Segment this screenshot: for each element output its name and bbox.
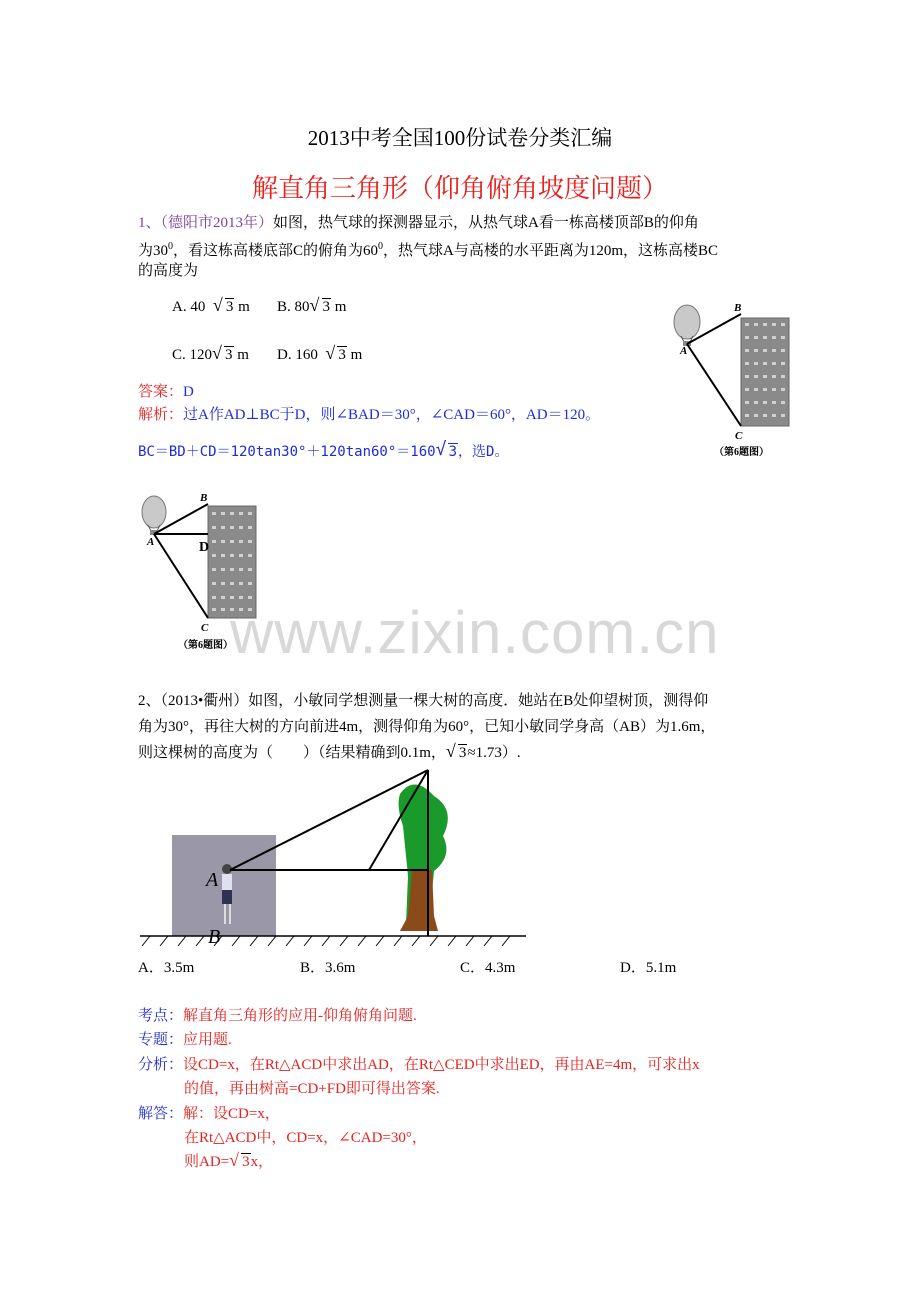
sqrt-symbol: √ 3 [231,1151,251,1173]
watermark: www.zixin.com.cn [230,599,720,666]
balloon-icon [142,496,166,528]
sqrt-symbol: √ 3 [214,344,234,366]
q1-answer [138,381,194,403]
q2-jieda-3 [184,1151,273,1173]
fenxi-text-1: 设CD=x，在Rt△ACD中求出AD，在Rt△CED中求出ED，再由AE=4m，可求出x [183,1057,700,1073]
q2-jieda-2: 在Rt△ACD中，CD=x，∠CAD=30°， [184,1130,427,1146]
figure-caption: （第6题图） [178,640,233,651]
q2-line-3 [138,742,521,764]
q1-option-b [277,296,346,318]
option-b-unit: m [334,299,347,315]
option-d-unit: m [350,347,363,363]
q2-option-a: A．3.5m [138,960,195,976]
option-b-text: B. 80 [277,299,310,315]
q1-option-d [277,344,362,366]
answer-label: 答案： [138,384,184,400]
sqrt-symbol: √ 3 [312,296,332,318]
label-b: B [734,302,742,314]
q1-number: 1、 [138,215,161,231]
sqrt-symbol: √ 3 [448,742,468,764]
q1-line-2 [138,236,718,262]
jieda-text-1: 解：设CD=x， [183,1106,280,1122]
analysis-text-2b: ，选D。 [458,444,509,460]
document-subtitle: 解直角三角形（仰角俯角坡度问题） [251,174,668,203]
q2-option-c: C．4.3m [460,960,516,976]
label-c: C [201,622,209,634]
q1-source: （德阳市2013年） [160,215,274,231]
label-a: A [147,536,155,548]
degree-mark: 0 [168,241,174,252]
q2-text-2: 角为30°，再往大树的方向前进4m，测得仰角为60°，已知小敏同学身高（AB）为1.6m， [138,719,716,735]
zhuanti-text: 应用题. [183,1032,232,1048]
q1-analysis-1 [138,404,600,426]
sqrt-symbol: √ 3 [438,441,458,463]
option-a-text: A. 40 [172,299,206,315]
q2-line-1 [138,690,708,712]
sqrt-symbol: √ 3 [327,344,347,366]
q1-text-2b: ，看这栋高楼底部C的俯角为60 [173,243,379,259]
option-d-text: D. 160 [277,347,318,363]
jieda-text-3b: x， [250,1154,274,1170]
kaodian-text: 解直角三角形的应用-仰角俯角问题. [183,1008,417,1024]
zhuanti-label: 专题： [138,1032,184,1048]
q1-text-2c: ，热气球A与高楼的水平距离为120m，这栋高楼BC [383,243,719,259]
label-d: D [199,540,210,555]
sqrt-symbol: √ 3 [215,296,235,318]
document-title: 2013中考全国100份试卷分类汇编 [307,126,613,150]
answer-value: D [183,384,194,400]
balloon-icon [674,305,700,339]
q1-text-3: 的高度为 [138,263,199,279]
q2-zhuanti [138,1029,232,1051]
q2-fenxi-2: 的值，再由树高=CD+FD即可得出答案. [184,1081,440,1097]
label-b: B [200,492,208,504]
label-b: B [208,926,221,948]
tree-measurement-figure [138,766,530,948]
analysis-text-2a: BC＝BD＋CD＝120tan30°＋120tan60°＝160 [138,444,436,460]
option-c-unit: m [237,347,249,363]
label-a: A [680,345,688,357]
q1-text-2a: 为30 [138,243,169,259]
q1-option-a [172,296,250,318]
q2-kaodian [138,1005,417,1027]
building-icon [741,318,789,426]
option-a-unit: m [238,299,250,315]
analysis-text-1: 过A作AD⊥BC于D，则∠BAD＝30°，∠CAD＝60°，AD＝120。 [183,407,601,423]
jieda-label: 解答： [138,1106,184,1122]
label-a: A [206,869,219,891]
option-c-text: C. 120 [172,347,213,363]
label-c: C [735,430,743,442]
q2-text-1: （2013•衢州）如图，小敏同学想测量一棵大树的高度．她站在B处仰望树顶，测得仰 [160,693,709,709]
q2-text-3b: ≈1.73）. [467,745,521,761]
degree-mark: 0 [378,241,384,252]
jieda-text-3a: 则AD= [184,1154,230,1170]
balloon-building-figure-1 [662,296,802,464]
q2-number: 2、 [138,693,161,709]
q1-option-c [172,344,249,366]
q2-option-d: D．5.1m [620,960,677,976]
kaodian-label: 考点： [138,1008,184,1024]
fenxi-label: 分析： [138,1057,184,1073]
q1-line-1 [138,212,699,234]
figure-caption: （第6题图） [714,447,769,458]
q1-analysis-2 [138,441,508,463]
q1-text-1: 如图，热气球的探测器显示，从热气球A看一栋高楼顶部B的仰角 [273,215,699,231]
q2-fenxi [138,1054,700,1076]
analysis-label: 解析： [138,407,184,423]
q2-text-3a: 则这棵树的高度为（ ）（结果精确到0.1m， [138,745,446,761]
q2-option-b: B．3.6m [300,960,356,976]
q2-jieda [138,1103,280,1125]
